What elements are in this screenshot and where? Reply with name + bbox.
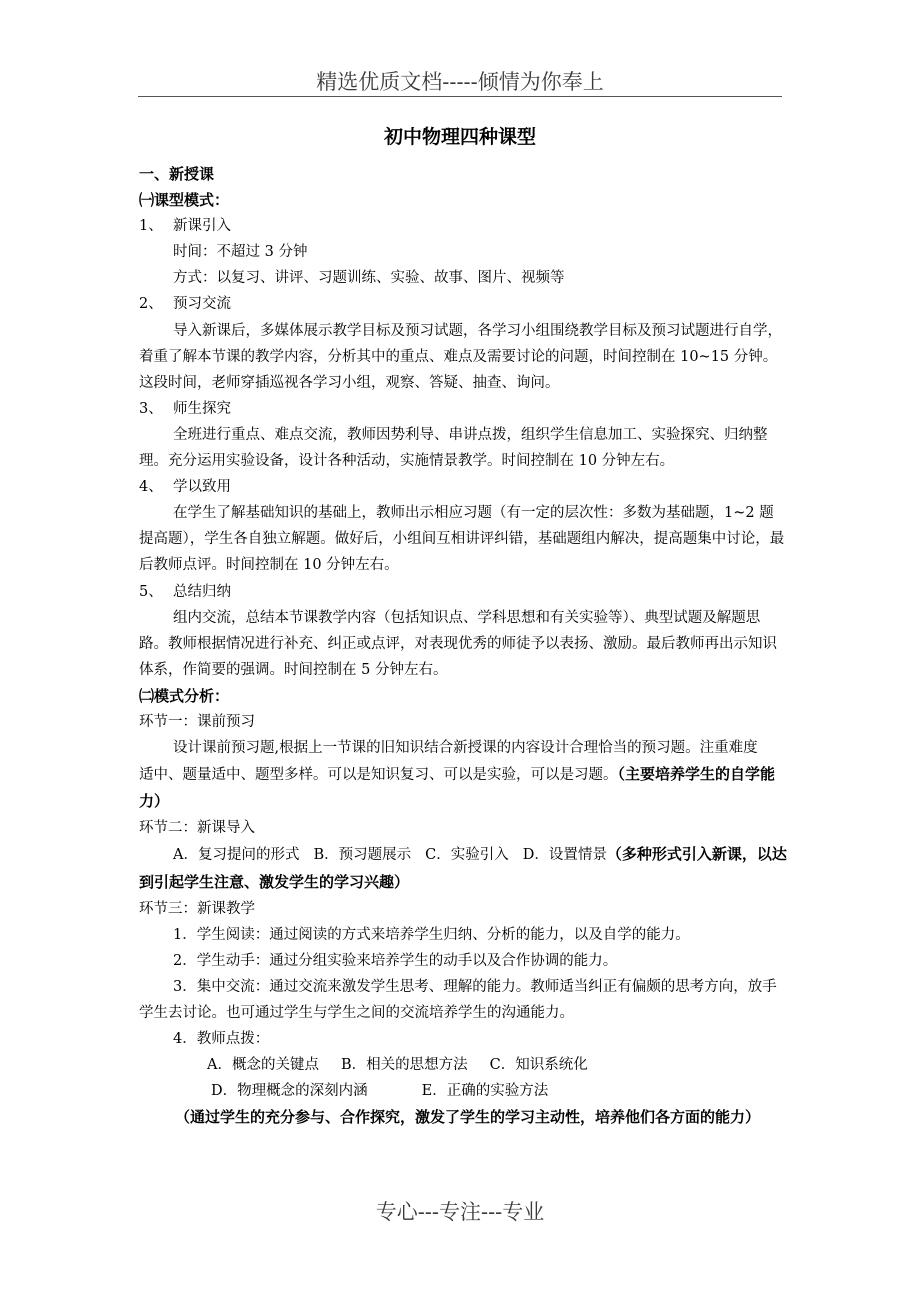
step-label: 新课引入 — [173, 218, 231, 235]
option-item: C．实验引入 — [425, 847, 509, 864]
page-header: 精选优质文档-----倾情为你奉上 — [316, 70, 604, 94]
part-heading: ㈡模式分析： — [139, 686, 230, 705]
step-number: 1、 — [139, 218, 163, 235]
option-item: D．物理概念的深刻内涵 — [211, 1083, 368, 1100]
section-heading: 一、新授课 — [139, 165, 215, 183]
link-paragraph — [139, 761, 787, 815]
link-title: 环节一：课前预习 — [139, 713, 255, 730]
list-item: 4．教师点拨： — [173, 1031, 270, 1048]
option-item: C．知识系统化 — [489, 1057, 588, 1074]
link-options — [139, 841, 787, 895]
step-heading — [139, 213, 787, 239]
part-heading: ㈠课型模式： — [139, 191, 230, 210]
step-paragraph: 组内交流，总结本节课教学内容（包括知识点、学科思想和有关实验等）、典型试题及解题思路。教师根据情况进行补充、纠正或点评，对表现优秀的师徒予以表扬、激励。最后教师再出示知识体系，作简要的强调。时间控制在 5 分钟左右。 — [139, 609, 777, 678]
link-paragraph: 设计课前预习题,根据上一节课的旧知识结合新授课的内容设计合理恰当的预习题。注重难度 — [173, 740, 758, 757]
document-title: 初中物理四种课型 — [383, 126, 536, 148]
step-paragraph: 在学生了解基础知识的基础上，教师出示相应习题（有一定的层次性：多数为基础题，1~2 题提高题），学生各自独立解题。做好后，小组间互相讲评纠错，基础题组内解决，提高题集中讨论，最后教师点评。时间控制在 10 分钟左右。 — [139, 505, 785, 574]
option-item: D．设置情景 — [522, 847, 607, 864]
option-item: B．相关的思想方法 — [340, 1057, 468, 1074]
page-footer: 专心---专注---专业 — [375, 1200, 545, 1224]
step-label: 预习交流 — [173, 296, 231, 313]
step-label: 学以致用 — [173, 479, 231, 496]
step-paragraph: 导入新课后，多媒体展示教学目标及预习试题，各学习小组围绕教学目标及预习试题进行自学，着重了解本节课的教学内容，分析其中的重点、难点及需要讨论的问题，时间控制在 10~15 分钟。这段时间，老师穿插巡视各学习小组，观察、答疑、抽查、询问。 — [139, 322, 782, 391]
list-item: 1．学生阅读：通过阅读的方式来培养学生归纳、分析的能力，以及自学的能力。 — [173, 926, 690, 943]
link-emphasis: （主要培养学生的自学能力） — [139, 765, 776, 811]
step-number: 3、 — [139, 400, 163, 417]
link-emphasis: （通过学生的充分参与、合作探究，激发了学生的学习主动性，培养他们各方面的能力） — [175, 1108, 761, 1127]
option-row — [139, 1078, 787, 1104]
step-detail: 方式：以复习、讲评、习题训练、实验、故事、图片、视频等 — [173, 270, 565, 287]
step-number: 4、 — [139, 479, 163, 496]
list-item: 2．学生动手：通过分组实验来培养学生的动手以及合作协调的能力。 — [173, 952, 618, 969]
step-label: 总结归纳 — [173, 583, 231, 600]
step-detail: 时间：不超过 3 分钟 — [173, 244, 308, 261]
option-item: B．预习题展示 — [313, 847, 412, 864]
step-heading — [139, 474, 787, 500]
header-divider — [138, 96, 782, 97]
step-number: 2、 — [139, 296, 163, 313]
step-paragraph: 全班进行重点、难点交流，教师因势利导、串讲点拨，组织学生信息加工、实验探究、归纳整理。充分运用实验设备，设计各种活动，实施情景教学。时间控制在 10 分钟左右。 — [139, 426, 768, 470]
option-item: A．概念的关键点 — [207, 1057, 319, 1074]
link-text: 适中、题量适中、题型多样。可以是知识复习、可以是实验，可以是习题。 — [139, 767, 618, 784]
step-heading — [139, 291, 787, 317]
link-emphasis: （多种形式引入新课，以达到引起学生注意、激发学生的学习兴趣） — [139, 845, 787, 891]
step-heading — [139, 579, 787, 605]
link-title: 环节二：新课导入 — [139, 820, 255, 837]
option-row — [139, 1052, 787, 1078]
step-label: 师生探究 — [173, 400, 231, 417]
link-title: 环节三：新课教学 — [139, 900, 255, 917]
list-item: 3．集中交流：通过交流来激发学生思考、理解的能力。教师适当纠正有偏颇的思考方向，放手学生去讨论。也可通过学生与学生之间的交流培养学生的沟通能力。 — [139, 978, 777, 1021]
option-item: E．正确的实验方法 — [421, 1083, 549, 1100]
document-body — [139, 161, 787, 1130]
step-number: 5、 — [139, 583, 163, 600]
step-heading — [139, 396, 787, 422]
option-item: A．复习提问的形式 — [173, 847, 300, 864]
